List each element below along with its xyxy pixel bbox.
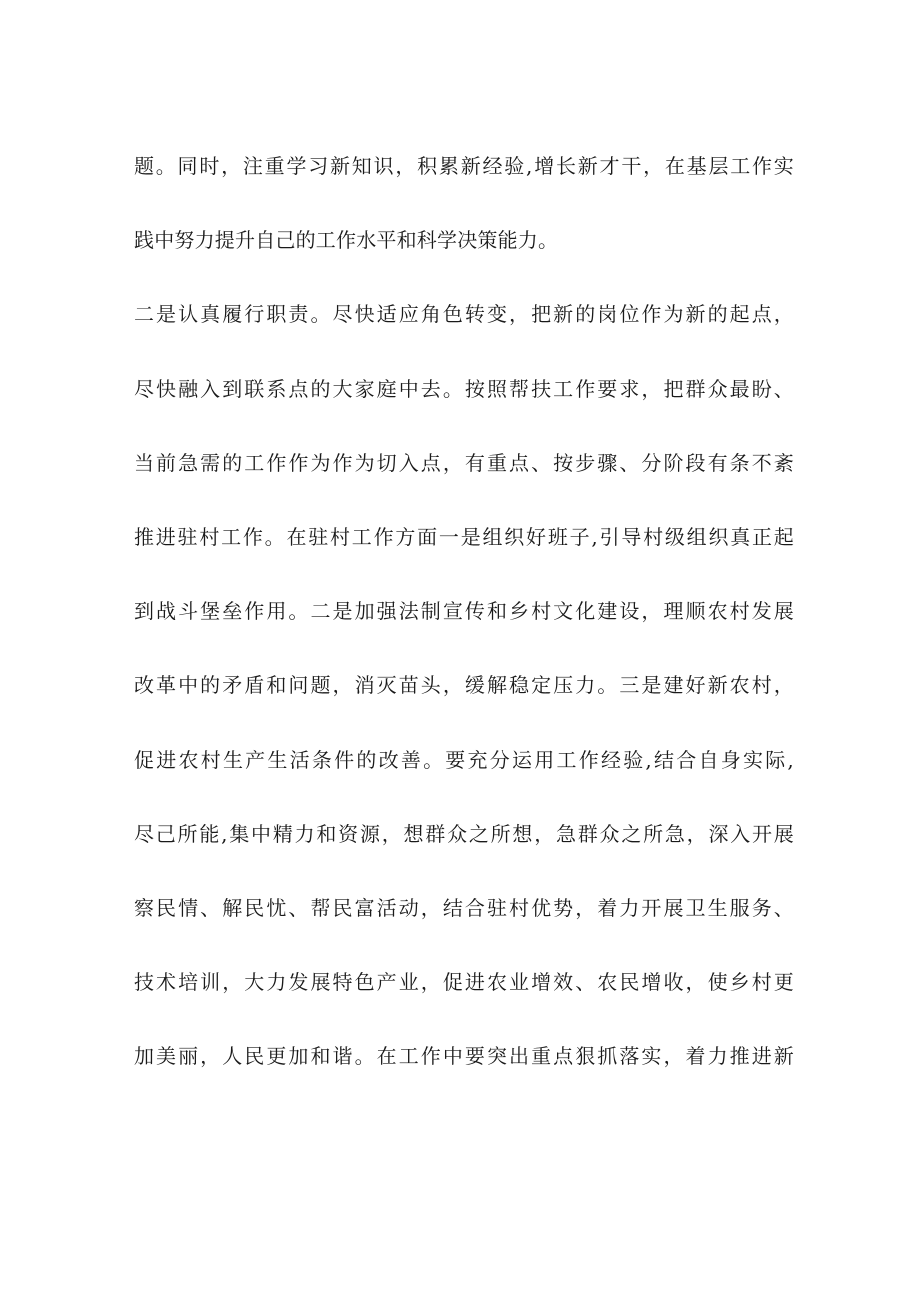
text-line: 尽己所能,集中精力和资源，想群众之所想，急群众之所急，深入开展 [134, 821, 794, 846]
text-line: 加美丽，人民更加和谐。在工作中要突出重点狠抓落实，着力推进新 [134, 1044, 794, 1069]
text-line: 尽快融入到联系点的大家庭中去。按照帮扶工作要求，把群众最盼、 [134, 376, 794, 401]
text-line: 到战斗堡垒作用。二是加强法制宣传和乡村文化建设，理顺农村发展 [134, 599, 794, 624]
text-line: 技术培训，大力发展特色产业，促进农业增效、农民增收，使乡村更 [134, 970, 794, 995]
text-line: 改革中的矛盾和问题，消灭苗头，缓解稳定压力。三是建好新农村， [134, 673, 794, 698]
body-text [134, 143, 794, 1107]
text-line: 推进驻村工作。在驻村工作方面一是组织好班子,引导村级组织真正起 [134, 524, 794, 549]
text-line: 践中努力提升自己的工作水平和科学决策能力。 [134, 228, 559, 253]
text-line: 当前急需的工作作为作为切入点，有重点、按步骤、分阶段有条不紊 [134, 450, 794, 475]
text-line: 二是认真履行职责。尽快适应角色转变，把新的岗位作为新的起点， [134, 302, 794, 327]
text-line: 题。同时，注重学习新知识，积累新经验,增长新才干，在基层工作实 [134, 154, 794, 178]
text-line: 促进农村生产生活条件的改善。要充分运用工作经验,结合自身实际, [134, 747, 794, 772]
text-line: 察民情、解民忧、帮民富活动，结合驻村优势，着力开展卫生服务、 [134, 895, 794, 920]
